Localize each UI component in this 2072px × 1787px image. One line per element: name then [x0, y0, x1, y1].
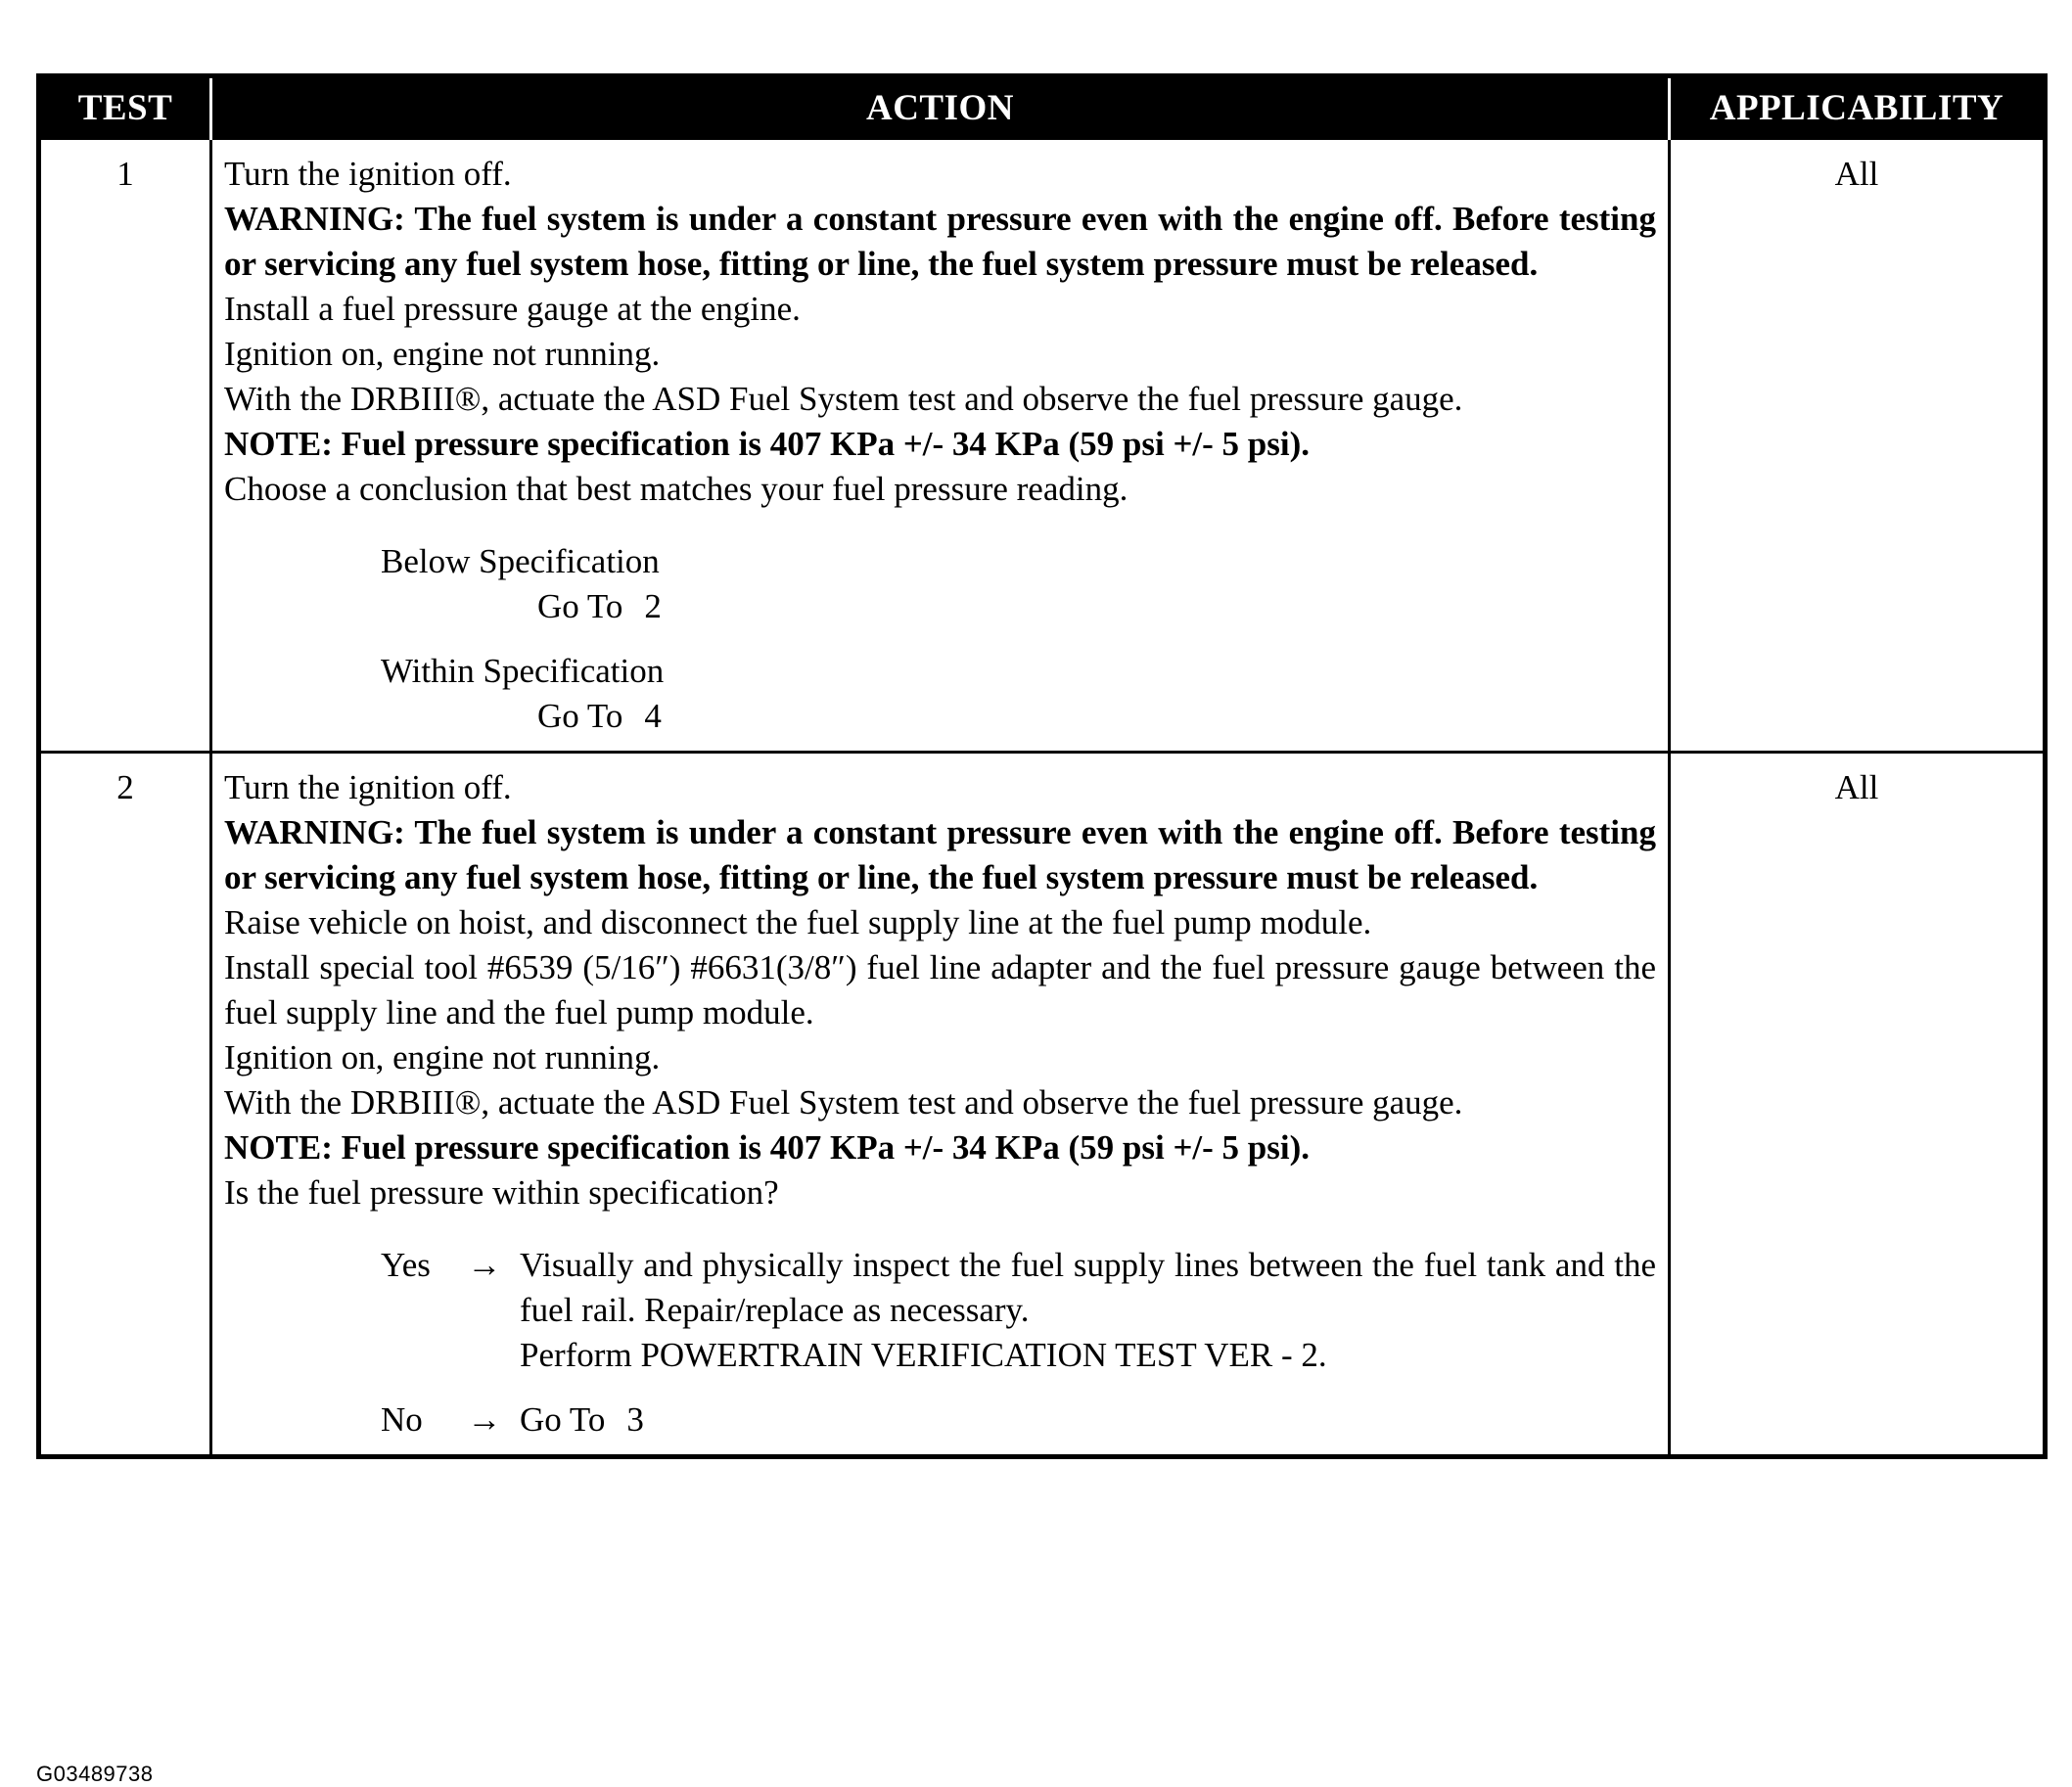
outcome-yes	[381, 1243, 1656, 1378]
yes-instructions	[520, 1243, 1656, 1378]
action-step: With the DRBIII®, actuate the ASD Fuel System test and observe the fuel pressure gauge.	[224, 1083, 1463, 1122]
diagnostic-test-table	[36, 73, 2048, 1459]
header-applicability: APPLICABILITY	[1670, 76, 2046, 139]
goto-text: Go To	[537, 697, 623, 735]
yes-label: Yes	[381, 1246, 431, 1284]
goto-target: 4	[644, 697, 662, 735]
goto-link[interactable]	[537, 694, 1656, 739]
goto-link[interactable]	[537, 584, 1656, 629]
right-arrow-icon: →	[467, 1400, 502, 1439]
warning-text: WARNING: The fuel system is under a constant pressure even with the engine off. Before testing or servicing any fuel system hose, fitting or line, the fuel system pressure must be released.	[224, 200, 1656, 283]
action-step: Turn the ignition off.	[224, 155, 512, 193]
table-row-test-2	[39, 753, 2046, 1457]
action-cell	[211, 139, 1670, 753]
note-text: NOTE: Fuel pressure specification is 407 KPa +/- 34 KPa (59 psi +/- 5 psi).	[224, 1128, 1311, 1167]
applicability-value: All	[1670, 753, 2046, 1457]
goto-target: 2	[644, 587, 662, 625]
header-action: ACTION	[211, 76, 1670, 139]
action-step: Raise vehicle on hoist, and disconnect the fuel supply line at the fuel pump module.	[224, 903, 1372, 941]
yes-instruction-text: Visually and physically inspect the fuel supply lines between the fuel tank and the fuel rail. Repair/replace as necessary.	[520, 1246, 1656, 1329]
applicability-value: All	[1670, 139, 2046, 753]
outcome-within-spec	[381, 649, 1656, 739]
action-step: Install a fuel pressure gauge at the engine.	[224, 290, 801, 328]
header-test: TEST	[39, 76, 211, 139]
action-step: Install special tool #6539 (5/16″) #6631(3/8″) fuel line adapter and the fuel pressure gauge between the fuel supply line and the fuel pump module.	[224, 948, 1656, 1031]
action-step: Turn the ignition off.	[224, 768, 512, 806]
goto-link[interactable]	[520, 1398, 1656, 1443]
action-step: Is the fuel pressure within specification?	[224, 1173, 779, 1212]
note-text: NOTE: Fuel pressure specification is 407 KPa +/- 34 KPa (59 psi +/- 5 psi).	[224, 425, 1311, 463]
action-step: With the DRBIII®, actuate the ASD Fuel System test and observe the fuel pressure gauge.	[224, 380, 1463, 418]
action-step: Choose a conclusion that best matches your fuel pressure reading.	[224, 470, 1128, 508]
outcome-no	[381, 1398, 1656, 1443]
diagnostic-test-table-container	[36, 73, 2043, 1786]
warning-text: WARNING: The fuel system is under a constant pressure even with the engine off. Before testing or servicing any fuel system hose, fitting or line, the fuel system pressure must be released.	[224, 813, 1656, 896]
right-arrow-icon: →	[467, 1246, 502, 1284]
test-number: 2	[39, 753, 211, 1457]
test-number: 1	[39, 139, 211, 753]
outcome-below-spec	[381, 539, 1656, 629]
no-label: No	[381, 1400, 423, 1439]
goto-text: Go To	[520, 1400, 606, 1439]
action-step: Ignition on, engine not running.	[224, 1038, 661, 1077]
verification-test-link[interactable]: Perform POWERTRAIN VERIFICATION TEST VER - 2.	[520, 1336, 1327, 1374]
action-step: Ignition on, engine not running.	[224, 335, 661, 373]
action-cell	[211, 753, 1670, 1457]
outcome-label: Below Specification	[381, 542, 660, 580]
table-header-row	[39, 76, 2046, 139]
outcome-label: Within Specification	[381, 652, 665, 690]
figure-id: G03489738	[36, 1762, 154, 1786]
goto-text: Go To	[537, 587, 623, 625]
table-row-test-1	[39, 139, 2046, 753]
goto-target: 3	[626, 1400, 644, 1439]
